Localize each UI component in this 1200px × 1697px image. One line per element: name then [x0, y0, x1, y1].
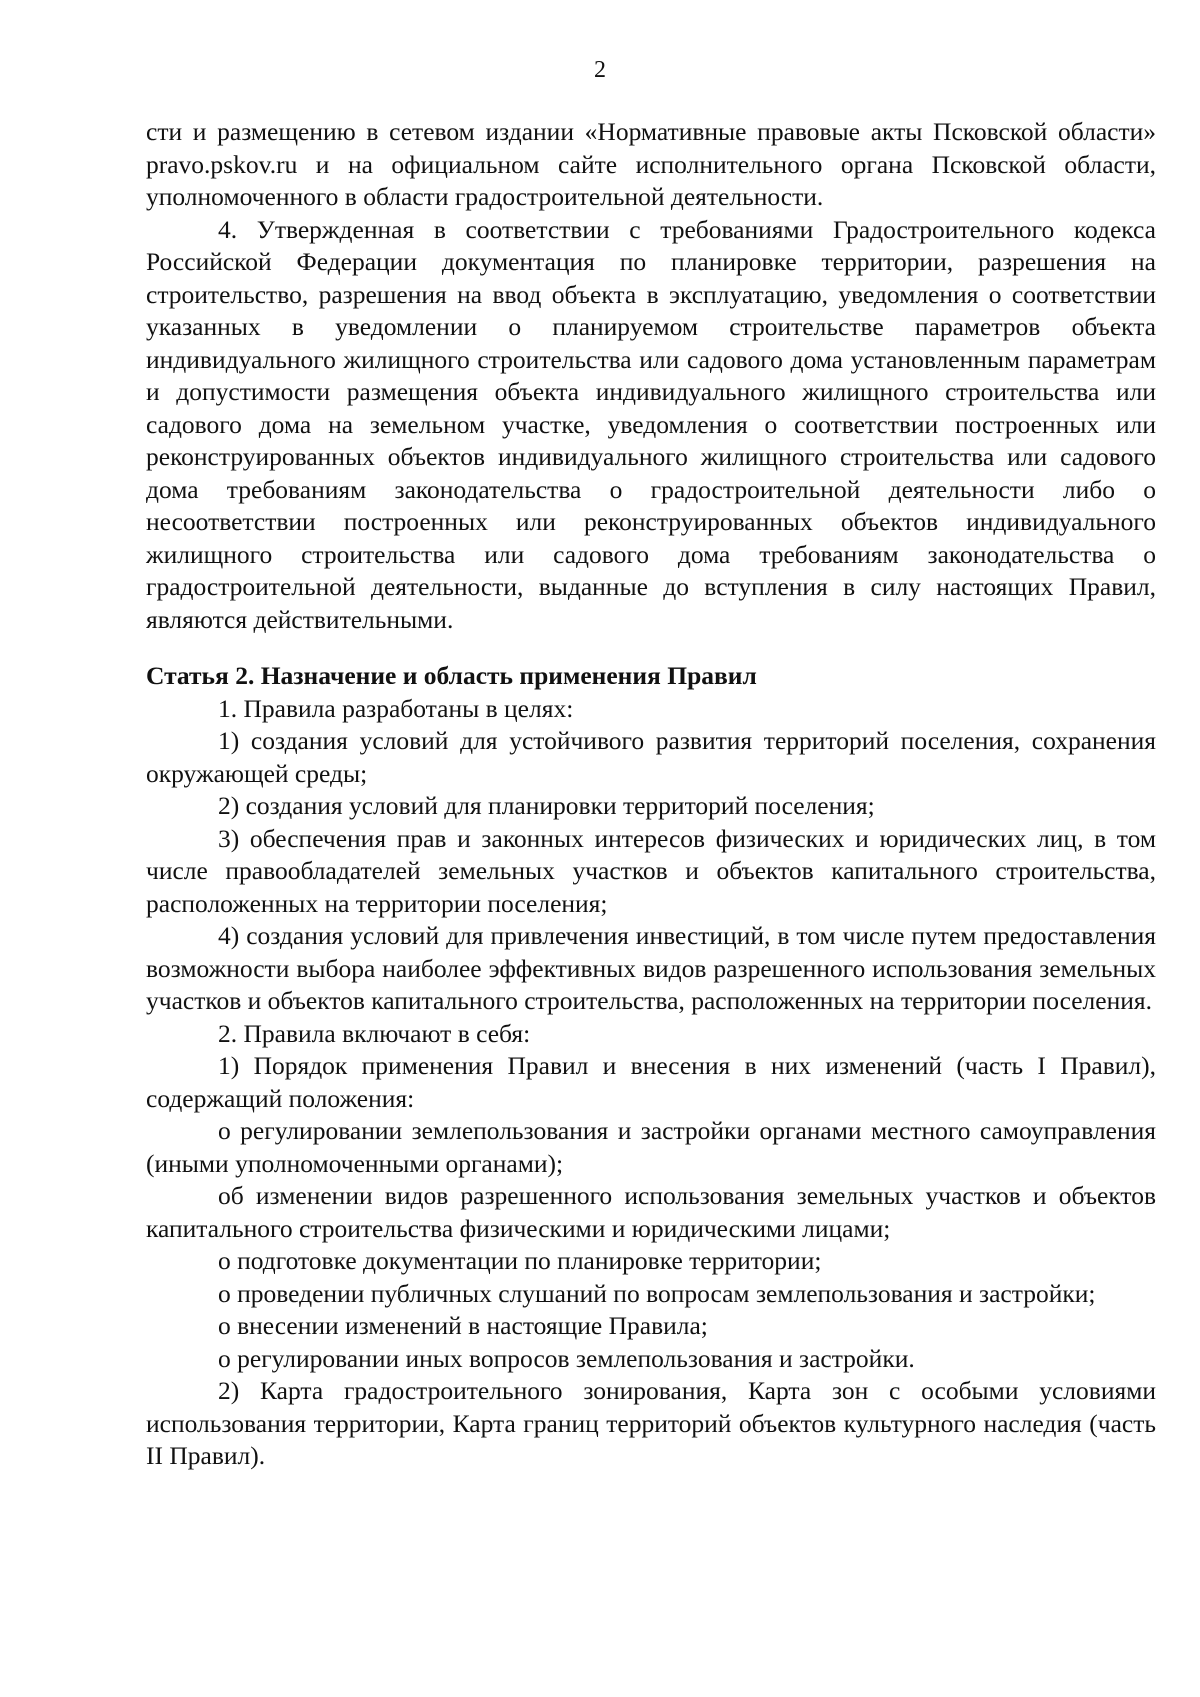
article-heading: Статья 2. Назначение и область применения Правил — [146, 661, 757, 690]
list-item-1: 1) создания условий для устойчивого развития территорий поселения, сохранения окружающей среды; — [146, 726, 1156, 788]
provision-item: о регулировании землепользования и застройки органами местного самоуправления (иными уполномоченными органами); — [146, 1116, 1156, 1178]
paragraph-rules-purpose: 1. Правила разработаны в целях: — [218, 693, 574, 723]
list-item-part-2: 2) Карта градостроительного зонирования, Карта зон с особыми условиями использования территории, Карта границ территорий объектов культурного наследия (часть II Правил). — [146, 1376, 1156, 1470]
list-item-part-1: 1) Порядок применения Правил и внесения в них изменений (часть I Правил), содержащий положения: — [146, 1051, 1156, 1113]
list-item-4: 4) создания условий для привлечения инвестиций, в том числе путем предоставления возможности выбора наиболее эффективных видов разрешенного использования земельных участков и объектов капитального строительства, расположенных на территории поселения. — [146, 921, 1156, 1015]
provision-item: о проведении публичных слушаний по вопросам землепользования и застройки; — [218, 1278, 1096, 1308]
paragraph-continuation: сти и размещению в сетевом издании «Нормативные правовые акты Псковской области» pravo.pskov.ru и на официальном сайте исполнительного органа Псковской области, уполномоченного в области градостроительной деятельности. — [146, 117, 1156, 211]
provision-item: о регулировании иных вопросов землепользования и застройки. — [218, 1343, 915, 1373]
provision-item: о внесении изменений в настоящие Правила; — [218, 1311, 708, 1340]
paragraph-rules-include: 2. Правила включают в себя: — [218, 1018, 531, 1048]
list-item-2: 2) создания условий для планировки территорий поселения; — [218, 791, 875, 820]
page-number: 2 — [594, 57, 606, 83]
provision-item: об изменении видов разрешенного использования земельных участков и объектов капитального строительства физическими и юридическими лицами; — [146, 1181, 1156, 1243]
document-body — [146, 116, 1156, 1473]
provision-item: о подготовке документации по планировке территории; — [218, 1246, 822, 1275]
list-item-3: 3) обеспечения прав и законных интересов физических и юридических лиц, в том числе правообладателей земельных участков и объектов капитального строительства, расположенных на территории поселения; — [146, 823, 1156, 918]
paragraph-item-4: 4. Утвержденная в соответствии с требованиями Градостроительного кодекса Российской Федерации документация по планировке территории, разрешения на строительство, разрешения на ввод объекта в эксплуатацию, уведомления о соответствии указанных в уведомлении о планируемом строительстве параметров объекта индивидуального жилищного строительства или садового дома установленным параметрам и допустимости размещения объекта индивидуального жилищного строительства или садового дома на земельном участке, уведомления о соответствии построенных или реконструированных объектов индивидуального жилищного строительства или садового дома требованиям законодательства о градостроительной деятельности либо о несоответствии построенных или реконструированных объектов индивидуального жилищного строительства или садового дома требованиям законодательства о градостроительной деятельности, выданные до вступления в силу настоящих Правил, являются действительными. — [146, 214, 1156, 634]
